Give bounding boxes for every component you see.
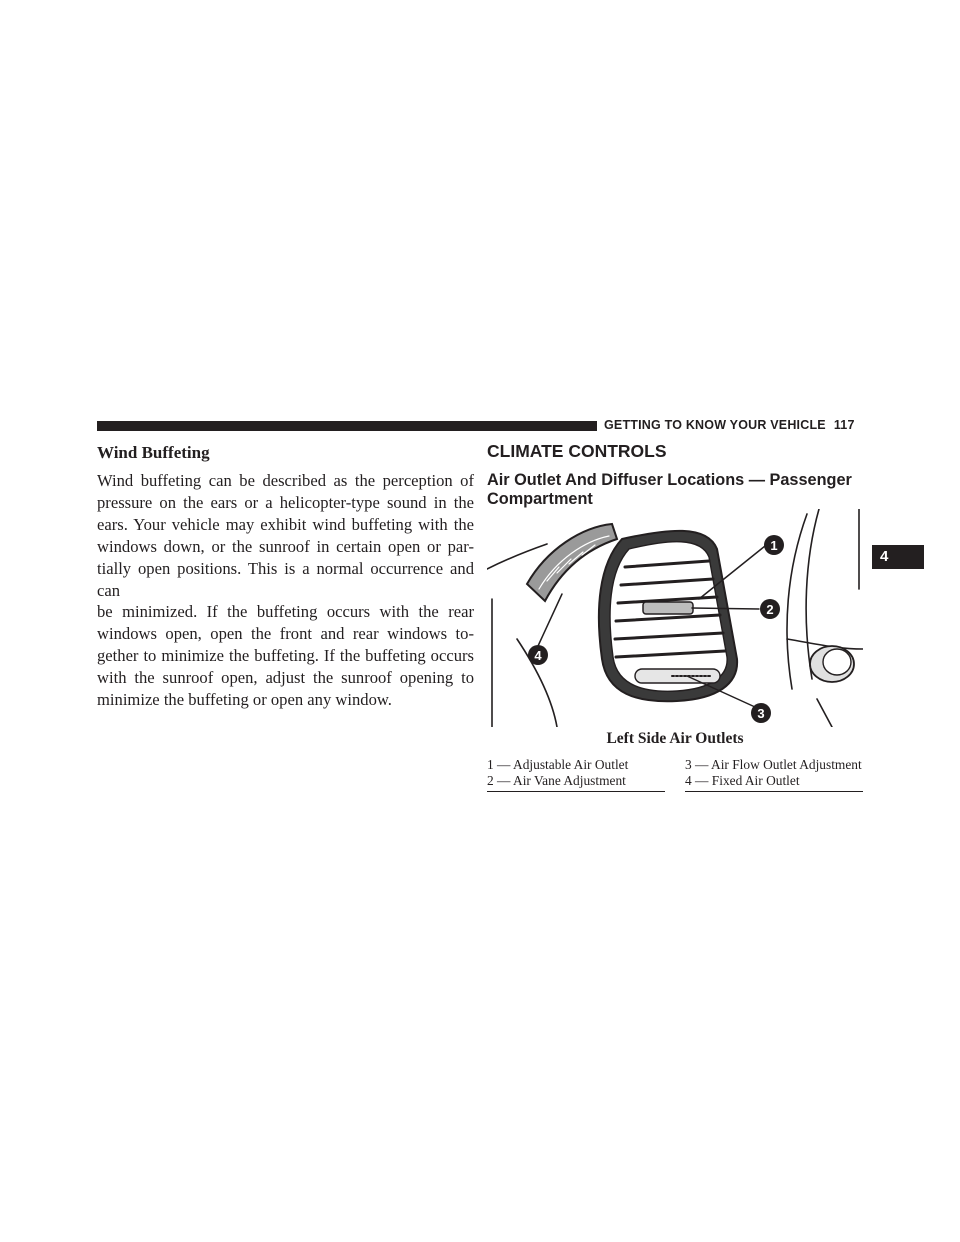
- header-rule: [97, 421, 597, 431]
- paragraph-line: tially open positions. This is a normal occurrence and can: [97, 558, 474, 600]
- paragraph-line: ears. Your vehicle may exhibit wind buffeting with the: [97, 514, 474, 534]
- paragraph-line: windows down, or the sunroof in certain open or par-: [97, 536, 474, 556]
- climate-controls-heading: CLIMATE CONTROLS: [487, 441, 667, 461]
- legend-column-right: [685, 757, 863, 792]
- callout-4: 4: [534, 648, 542, 663]
- figure-caption: Left Side Air Outlets: [606, 730, 744, 747]
- legend-item: 3 — Air Flow Outlet Adjustment: [685, 757, 862, 772]
- legend-item: 1 — Adjustable Air Outlet: [487, 757, 629, 772]
- callout-2: 2: [766, 602, 774, 617]
- paragraph-line: Wind buffeting can be described as the perception of: [97, 471, 474, 490]
- paragraph-line: windows open, open the front and rear windows to-: [97, 624, 474, 644]
- chapter-tab: 4: [872, 545, 924, 569]
- air-outlet-heading: Air Outlet And Diffuser Locations — Passenger Compartment: [487, 471, 852, 508]
- legend-item: 2 — Air Vane Adjustment: [487, 772, 626, 788]
- callout-3: 3: [757, 706, 765, 721]
- wind-buffeting-paragraph: [97, 470, 474, 711]
- paragraph-line: with the sunroof open, adjust the sunroof opening to: [97, 668, 474, 688]
- running-header: [604, 418, 855, 432]
- page-number: 117: [833, 418, 855, 432]
- legend-item: 4 — Fixed Air Outlet: [685, 772, 800, 788]
- wind-buffeting-heading: Wind Buffeting: [97, 443, 210, 462]
- paragraph-line: pressure on the ears or a helicopter-type sound in the: [97, 492, 474, 512]
- paragraph-line: gether to minimize the buffeting. If the buffeting occurs: [97, 646, 474, 666]
- section-title: GETTING TO KNOW YOUR VEHICLE: [604, 418, 826, 432]
- air-outlets-illustration: [487, 509, 863, 727]
- paragraph-line: minimize the buffeting or open any window.: [97, 690, 392, 710]
- legend-column-left: [487, 757, 665, 792]
- callout-1: 1: [770, 538, 778, 553]
- paragraph-line: be minimized. If the buffeting occurs with the rear: [97, 602, 474, 622]
